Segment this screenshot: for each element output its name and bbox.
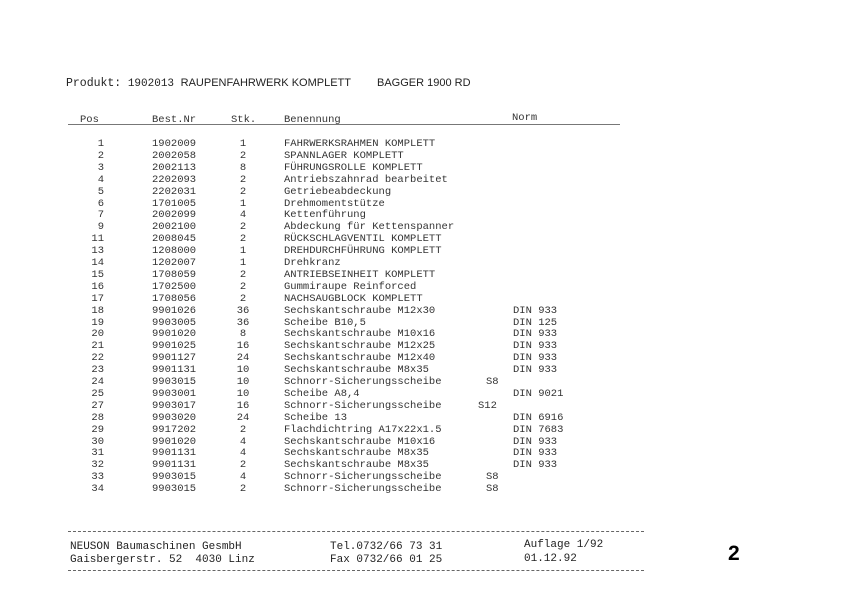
row-benennung: Kettenführung [284,209,366,222]
row-stk: 24 [236,411,250,424]
row-pos: 7 [97,209,104,222]
row-pos: 22 [91,352,104,365]
page-number: 2 [728,542,740,565]
row-pos: 21 [91,340,104,353]
row-pos: 31 [91,447,104,460]
table-row [0,186,842,198]
row-benennung: Sechskantschraube M8x35 [284,447,429,460]
row-benennung: Sechskantschraube M10x16 [284,328,436,341]
row-benennung: FAHRWERKSRAHMEN KOMPLETT [284,138,436,150]
row-benennung: Sechskantschraube M12x25 [284,340,436,353]
row-best-nr: 1208000 [152,245,197,258]
row-best-nr: 9901026 [152,304,197,317]
row-benennung: SPANNLAGER KOMPLETT [284,149,404,162]
row-best-nr: 1202007 [152,257,197,269]
row-stk: 2 [239,292,247,305]
row-pos: 25 [91,387,104,400]
row-norm: DIN 7683 [513,423,564,436]
row-pos: 20 [91,328,104,341]
row-benennung: Drehmomentstütze [284,197,385,210]
row-pos: 1 [97,138,104,150]
row-stk: 2 [239,459,247,472]
row-best-nr: 9903017 [152,399,197,412]
row-best-nr: 2202031 [152,185,197,198]
row-pos: 14 [91,257,104,269]
row-benennung: Schnorr-Sicherungsscheibe [284,399,442,412]
col-header-norm: Norm [512,112,538,124]
row-pos: 13 [91,245,104,258]
row-stk: 16 [236,340,250,353]
table-row [0,424,842,436]
header-rule [68,124,620,125]
row-stk: 2 [239,233,247,246]
row-stk: 8 [239,161,247,174]
table-row [0,245,842,257]
row-best-nr: 2002058 [152,149,197,162]
row-benennung: Schnorr-Sicherungsscheibe [284,471,442,484]
row-stk: 2 [239,221,247,234]
row-norm: DIN 933 [513,328,558,341]
row-benennung: Getriebeabdeckung [284,185,392,198]
row-pos: 3 [97,161,104,174]
table-row [0,364,842,376]
row-best-nr: 9903015 [152,483,197,496]
row-benennung: NACHSAUGBLOCK KOMPLETT [284,292,423,305]
row-benennung: Sechskantschraube M10x16 [284,435,436,448]
row-benennung: Antriebszahnrad bearbeitet [284,173,448,186]
col-header-best-nr: Best.Nr [152,114,197,126]
row-benennung: Flachdichtring A17x22x1.5 [284,423,442,436]
row-benennung: Gummiraupe Reinforced [284,280,417,293]
row-best-nr: 9903001 [152,387,197,400]
row-best-nr: 2008045 [152,233,197,246]
row-benennung: Drehkranz [284,257,341,269]
col-header-stk: Stk. [231,114,257,126]
table-row [0,471,842,483]
row-benennung: Scheibe A8,4 [284,387,360,400]
row-pos: 27 [91,399,104,412]
footer-rule-bottom [68,570,644,571]
row-best-nr: 9901025 [152,340,197,353]
footer-date: 01.12.92 [524,553,577,565]
row-norm: DIN 9021 [513,387,564,400]
row-stk: 10 [236,376,250,388]
row-stk: 4 [239,447,247,460]
row-best-nr: 2002113 [152,161,197,174]
row-stk: 8 [239,328,247,341]
row-benennung: Schnorr-Sicherungsscheibe [284,483,442,496]
row-stk: 2 [239,149,247,162]
row-best-nr: 9903005 [152,316,197,329]
row-best-nr: 1702500 [152,280,197,293]
row-best-nr: 1701005 [152,197,197,210]
row-stk: 24 [236,352,250,365]
table-row [0,447,842,459]
table-row [0,150,842,162]
row-best-nr: 9901020 [152,435,197,448]
footer-company: NEUSON Baumaschinen GesmbH [70,541,242,553]
row-benennung: Schnorr-Sicherungsscheibe [284,376,442,388]
row-pos: 11 [91,233,104,246]
table-row [0,233,842,245]
row-pos: 23 [91,364,104,377]
row-pos: 32 [91,459,104,472]
row-benennung: FÜHRUNGSROLLE KOMPLETT [284,161,423,174]
row-benennung: RÜCKSCHLAGVENTIL KOMPLETT [284,233,442,246]
row-norm: DIN 933 [513,340,558,353]
table-row [0,376,842,388]
row-pos: 29 [91,423,104,436]
row-stk: 2 [239,268,247,281]
row-best-nr: 9903015 [152,376,197,388]
row-norm: DIN 933 [513,459,558,472]
row-benennung: Abdeckung für Kettenspanner [284,221,455,234]
row-pos: 33 [91,471,104,484]
table-row [0,269,842,281]
table-row [0,281,842,293]
table-row [0,483,842,495]
row-norm: DIN 933 [513,304,558,317]
table-row [0,412,842,424]
row-stk: 16 [236,399,250,412]
row-benennung: ANTRIEBSEINHEIT KOMPLETT [284,268,436,281]
table-row [0,459,842,471]
row-norm: DIN 933 [513,435,558,448]
table-row [0,352,842,364]
row-pos: 28 [91,411,104,424]
row-best-nr: 9901131 [152,364,197,377]
row-benennung: Sechskantschraube M8x35 [284,459,429,472]
row-best-nr: 9901127 [152,352,197,365]
product-header [66,77,471,90]
row-best-nr: 2002099 [152,209,197,222]
row-best-nr: 9903020 [152,411,197,424]
row-stk: 4 [239,471,247,484]
table-row [0,198,842,210]
row-benennung: DREHDURCHFÜHRUNG KOMPLETT [284,245,442,258]
row-best-nr: 9917202 [152,423,197,436]
footer-auflage: Auflage 1/92 [524,539,604,551]
row-pos: 16 [91,280,104,293]
row-pos: 17 [91,292,104,305]
row-stk: 1 [239,197,247,210]
table-row [0,317,842,329]
row-pos: 9 [97,221,104,234]
table-row [0,209,842,221]
row-norm: DIN 933 [513,447,558,460]
footer-rule-top [68,531,644,532]
table-row [0,305,842,317]
col-header-pos: Pos [80,114,99,126]
row-norm: DIN 125 [513,316,558,329]
row-benennung: Sechskantschraube M8x35 [284,364,429,377]
row-stk: 4 [239,435,247,448]
produkt-label: Produkt: [66,77,122,90]
table-row [0,162,842,174]
row-norm: DIN 6916 [513,411,564,424]
produkt-number: 1902013 [127,78,175,90]
row-stk: 10 [236,387,250,400]
row-stk: 36 [236,316,250,329]
row-best-nr: 9901131 [152,447,197,460]
table-row [0,221,842,233]
table-row [0,328,842,340]
row-best-nr: 9903015 [152,471,197,484]
table-row [0,138,842,150]
row-norm: DIN 933 [513,352,558,365]
row-pos: 30 [91,435,104,448]
row-size-code: S8 [486,376,499,388]
machine-name: BAGGER 1900 RD [376,77,471,89]
row-size-code: S8 [486,483,499,496]
row-size-code: S8 [486,471,499,484]
row-stk: 10 [236,364,250,377]
row-stk: 4 [239,209,247,222]
row-best-nr: 1708059 [152,268,197,281]
row-pos: 2 [97,149,104,162]
row-size-code: S12 [478,399,497,412]
row-pos: 6 [97,197,104,210]
row-pos: 19 [91,316,104,329]
row-benennung: Sechskantschraube M12x40 [284,352,436,365]
table-row [0,388,842,400]
row-best-nr: 9901131 [152,459,197,472]
table-row [0,400,842,412]
table-row [0,340,842,352]
table-row [0,174,842,186]
row-pos: 18 [91,304,104,317]
row-benennung: Sechskantschraube M12x30 [284,304,436,317]
col-header-benennung: Benennung [284,114,341,126]
row-best-nr: 9901020 [152,328,197,341]
table-row [0,436,842,448]
row-pos: 34 [91,483,104,496]
produkt-name: RAUPENFAHRWERK KOMPLETT [180,77,351,89]
footer-fax: Fax 0732/66 01 25 [330,554,443,566]
row-stk: 1 [239,257,247,269]
row-benennung: Scheibe B10,5 [284,316,366,329]
row-pos: 15 [91,268,104,281]
row-pos: 5 [97,185,104,198]
table-row [0,257,842,269]
row-norm: DIN 933 [513,364,558,377]
table-row [0,293,842,305]
row-stk: 2 [239,173,247,186]
row-stk: 2 [239,280,247,293]
footer-address: Gaisbergerstr. 52 4030 Linz [70,554,255,566]
row-stk: 2 [239,483,247,496]
row-best-nr: 1902009 [152,138,197,150]
row-best-nr: 2002100 [152,221,197,234]
row-stk: 1 [239,245,247,258]
row-pos: 4 [97,173,104,186]
row-stk: 36 [236,304,250,317]
row-pos: 24 [91,376,104,388]
row-stk: 2 [239,185,247,198]
footer-tel: Tel.0732/66 73 31 [330,541,443,553]
row-best-nr: 1708056 [152,292,197,305]
row-best-nr: 2202093 [152,173,197,186]
row-benennung: Scheibe 13 [284,411,348,424]
row-stk: 1 [239,138,247,150]
row-stk: 2 [239,423,247,436]
